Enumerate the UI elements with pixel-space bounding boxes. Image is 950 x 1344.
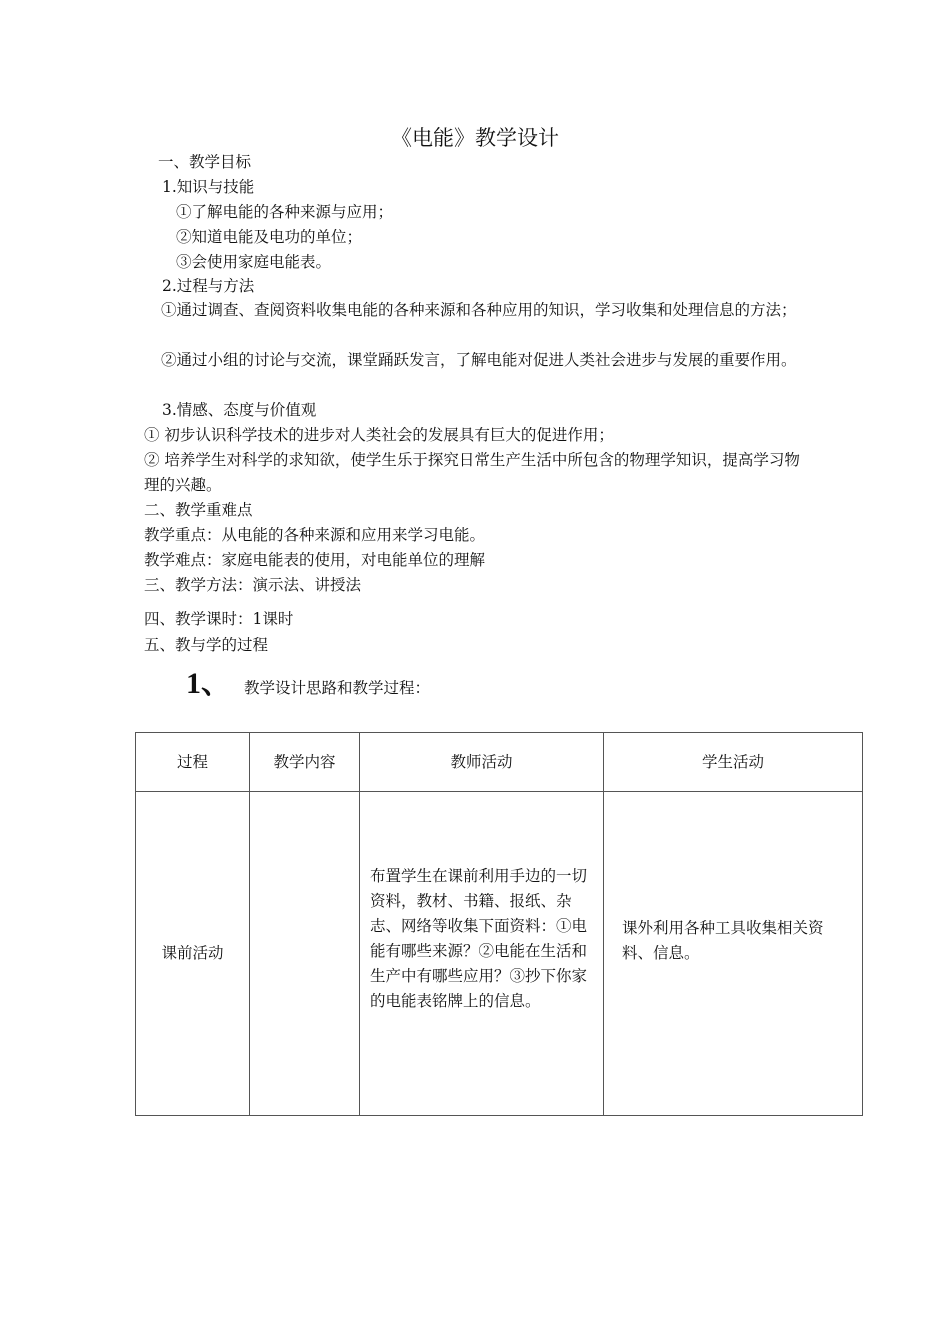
process-method-item: ②通过小组的讨论与交流，课堂踊跃发言，了解电能对促进人类社会进步与发展的重要作用。	[161, 351, 797, 369]
difficult-point-text: 教学难点：家庭电能表的使用，对电能单位的理解	[144, 551, 486, 569]
section-heading-key-points: 二、教学重难点	[144, 501, 253, 519]
step-heading: 教学设计思路和教学过程：	[244, 679, 431, 697]
table-header-row	[136, 733, 863, 792]
teacher-activity-text: 布置学生在课前利用手边的一切资料，教材、书籍、报纸、杂志、网络等收集下面资料：①电能有哪些来源？②电能在生活和生产中有哪些应用？③抄下你家的电能表铭牌上的信息。	[370, 866, 588, 1010]
subheading-knowledge-skills: 1.知识与技能	[162, 178, 255, 196]
key-point-text: 教学重点：从电能的各种来源和应用来学习电能。	[144, 526, 486, 544]
process-table	[135, 732, 863, 1116]
emotion-value-item: ① 初步认识科学技术的进步对人类社会的发展具有巨大的促进作用；	[144, 426, 614, 444]
header-content: 教学内容	[250, 733, 360, 792]
header-process: 过程	[136, 733, 250, 792]
step-number: 1、	[186, 667, 231, 700]
student-activity-text: 课外利用各种工具收集相关资料、信息。	[622, 919, 824, 962]
cell-content	[250, 792, 360, 1116]
class-hours-text: 四、教学课时：1课时	[144, 610, 294, 628]
document-title: 《电能》教学设计	[391, 126, 559, 150]
objective-item: ②知道电能及电功的单位；	[176, 228, 363, 246]
emotion-value-item: ② 培养学生对科学的求知欲，使学生乐于探究日常生产生活中所包含的物理学知识，提高学习物理的兴趣。	[144, 451, 800, 494]
section-heading-process: 五、教与学的过程	[144, 636, 269, 654]
cell-student-activity	[604, 792, 863, 1116]
process-method-item: ①通过调查、查阅资料收集电能的各种来源和各种应用的知识，学习收集和处理信息的方法；	[161, 301, 797, 319]
table-row	[136, 792, 863, 1116]
header-teacher-activity: 教师活动	[360, 733, 604, 792]
process-label: 课前活动	[161, 944, 224, 962]
subheading-emotion-values: 3.情感、态度与价值观	[162, 401, 317, 419]
objective-item: ③会使用家庭电能表。	[176, 253, 332, 271]
teaching-method-text: 三、教学方法：演示法、讲授法	[144, 576, 362, 594]
subheading-process-methods: 2.过程与方法	[162, 277, 255, 295]
section-heading-objectives: 一、教学目标	[158, 153, 252, 171]
header-student-activity: 学生活动	[604, 733, 863, 792]
objective-item: ①了解电能的各种来源与应用；	[176, 203, 394, 221]
cell-teacher-activity	[360, 792, 604, 1116]
cell-process	[136, 792, 250, 1116]
